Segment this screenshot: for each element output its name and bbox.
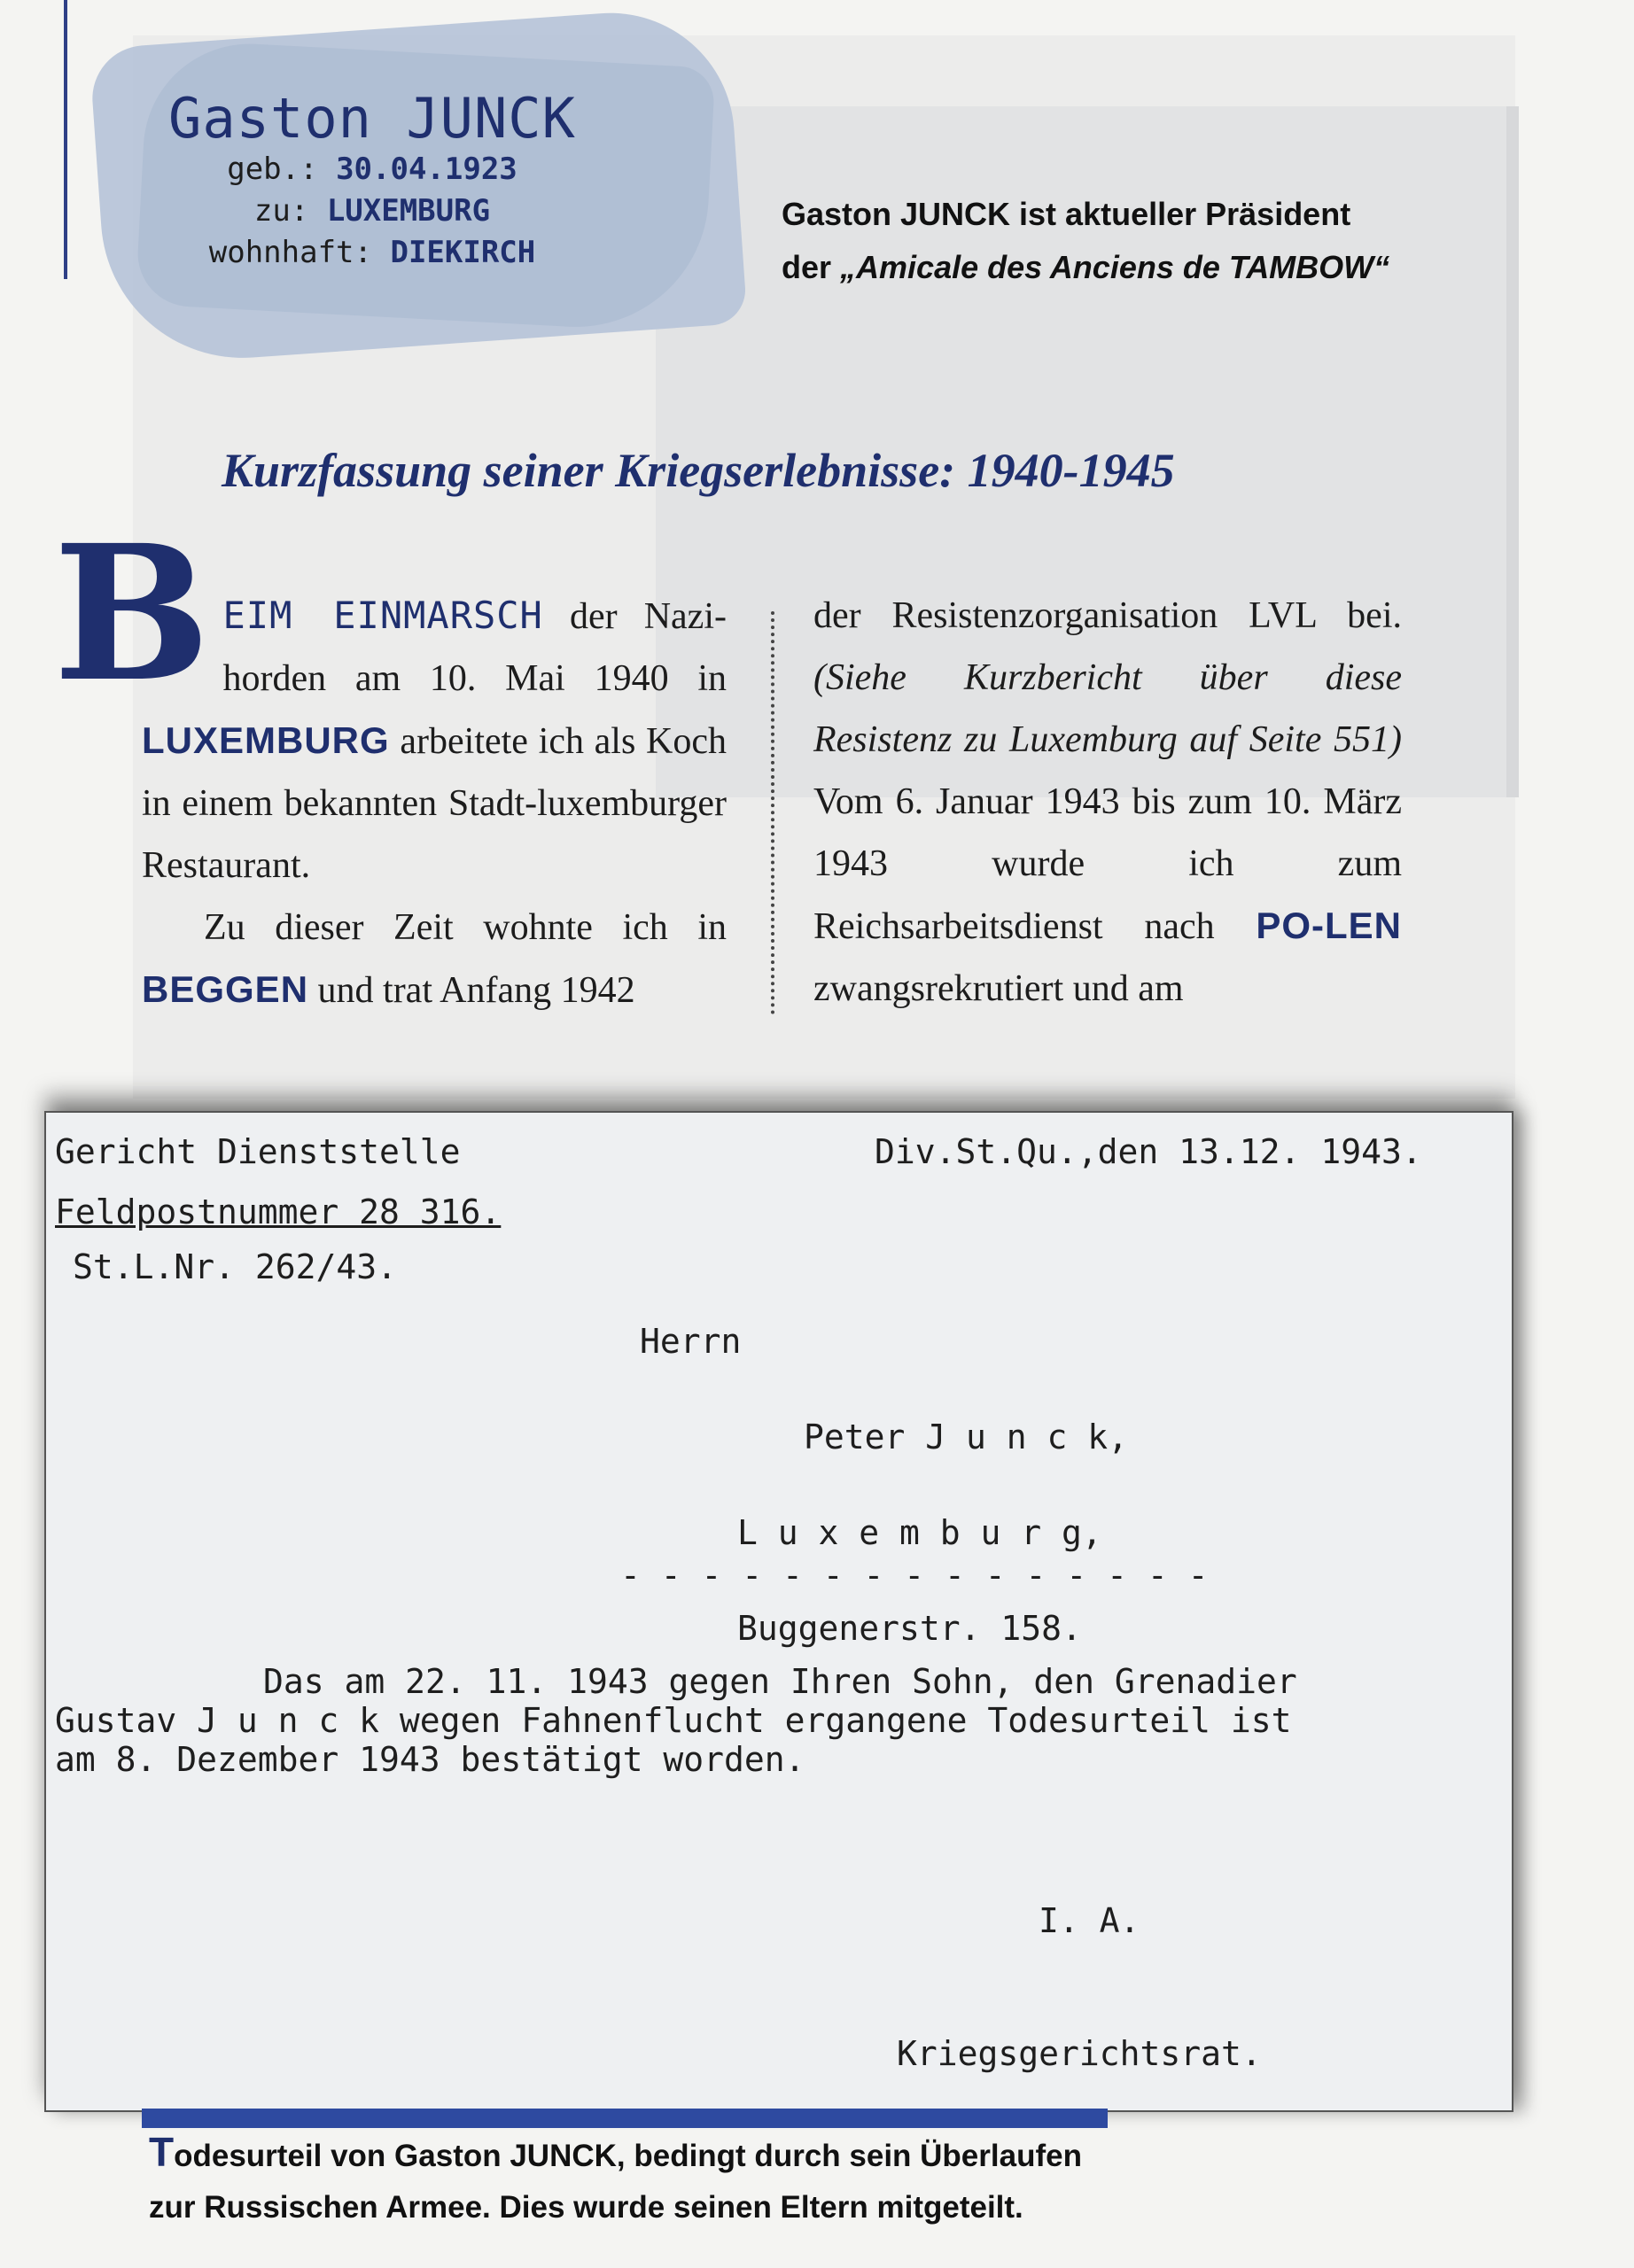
president-line-2-prefix: der xyxy=(782,249,841,285)
residence-line xyxy=(89,232,656,274)
birth-date-value: 30.04.1923 xyxy=(336,151,517,188)
place-polen: PO-LEN xyxy=(1256,905,1402,946)
doc-body-line-3: am 8. Dezember 1943 bestätigt worden. xyxy=(55,1740,805,1779)
person-name: Gaston JUNCK xyxy=(168,86,576,151)
birth-place-label: zu: xyxy=(253,193,309,229)
birth-date-label: geb.: xyxy=(227,151,318,188)
doc-salutation: Herrn xyxy=(640,1322,742,1361)
paragraph-2 xyxy=(142,897,727,1021)
place-beggen: BEGGEN xyxy=(142,968,309,1010)
caption-initial: T xyxy=(149,2129,175,2175)
president-line-1: Gaston JUNCK ist aktueller Präsident xyxy=(782,196,1351,232)
doc-city: L u x e m b u r g, xyxy=(737,1513,1102,1552)
doc-body-line-2: Gustav J u n c k wegen Fahnenflucht ergangene Todesurteil ist xyxy=(55,1701,1292,1740)
paragraph-3-text-a: der Resistenzorganisation LVL bei. xyxy=(813,595,1402,636)
death-sentence-document xyxy=(44,1111,1513,2112)
residence-label: wohnhaft: xyxy=(208,235,372,270)
paragraph-2-text-a: Zu dieser Zeit wohnte ich in xyxy=(204,907,727,948)
column-divider xyxy=(771,611,774,1014)
doc-signature-title: Kriegsgerichtsrat. xyxy=(897,2034,1262,2073)
birth-date-line xyxy=(89,149,656,190)
paragraph-1-text-b: arbeitete ich als Koch in einem bekannten Stadt-luxemburger Restaurant. xyxy=(142,721,727,886)
text-column-left xyxy=(53,504,727,1021)
birth-place-value: LUXEMBURG xyxy=(326,193,491,229)
paragraph-3-text-b: Vom 6. Januar 1943 bis zum 10. März 1943 wurde ich zum Reichsarbeitsdienst nach xyxy=(813,781,1402,947)
caption-line-1-text: odesurteil von Gaston JUNCK, bedingt durch sein Überlaufen xyxy=(174,2139,1082,2173)
text-column-right xyxy=(813,585,1402,1020)
doc-fieldpost-number: Feldpostnummer 28 316. xyxy=(55,1192,502,1231)
paragraph-1-text-a: der Nazi-horden am 10. Mai 1940 in xyxy=(222,596,727,699)
doc-reference: St.L.Nr. 262/43. xyxy=(73,1247,398,1286)
doc-dashes: - - - - - - - - - - - - - - - xyxy=(620,1556,1209,1595)
paragraph-1 xyxy=(53,504,727,897)
doc-body-line-1: Das am 22. 11. 1943 gegen Ihren Sohn, den Grenadier xyxy=(263,1662,1297,1701)
paragraph-3-text-c: zwangsrekrutiert und am xyxy=(813,968,1184,1009)
dropcap-letter: B xyxy=(53,504,211,723)
paragraph-2-text-b: und trat Anfang 1942 xyxy=(308,970,635,1011)
paragraph-3 xyxy=(813,585,1402,1020)
cross-reference: (Siehe Kurzbericht über diese Resistenz zu Luxemburg auf Seite 551) xyxy=(813,657,1402,760)
caption-bar xyxy=(142,2109,1108,2128)
president-association-name: „Amicale des Anciens de TAMBOW“ xyxy=(840,249,1390,285)
section-heading: Kurzfassung seiner Kriegserlebnisse: 1940-1945 xyxy=(222,444,1175,497)
margin-line xyxy=(64,0,67,279)
doc-office: Gericht Dienststelle xyxy=(55,1132,461,1171)
residence-value: DIEKIRCH xyxy=(390,235,536,270)
caption-line-1 xyxy=(149,2126,1301,2182)
place-luxemburg: LUXEMBURG xyxy=(142,719,390,761)
birth-place-line xyxy=(89,190,656,232)
figure-caption xyxy=(149,2126,1301,2233)
doc-date-line: Div.St.Qu.,den 13.12. 1943. xyxy=(875,1132,1422,1171)
caption-line-2: zur Russischen Armee. Dies wurde seinen Eltern mitgeteilt. xyxy=(149,2190,1023,2225)
doc-street: Buggenerstr. 158. xyxy=(737,1609,1082,1648)
doc-ia: I. A. xyxy=(1039,1901,1140,1940)
president-line-2 xyxy=(782,241,1544,294)
president-note xyxy=(782,188,1544,294)
person-info-box xyxy=(89,86,656,274)
lead-words: EIM EINMARSCH xyxy=(222,594,543,637)
doc-recipient: Peter J u n c k, xyxy=(804,1418,1129,1456)
